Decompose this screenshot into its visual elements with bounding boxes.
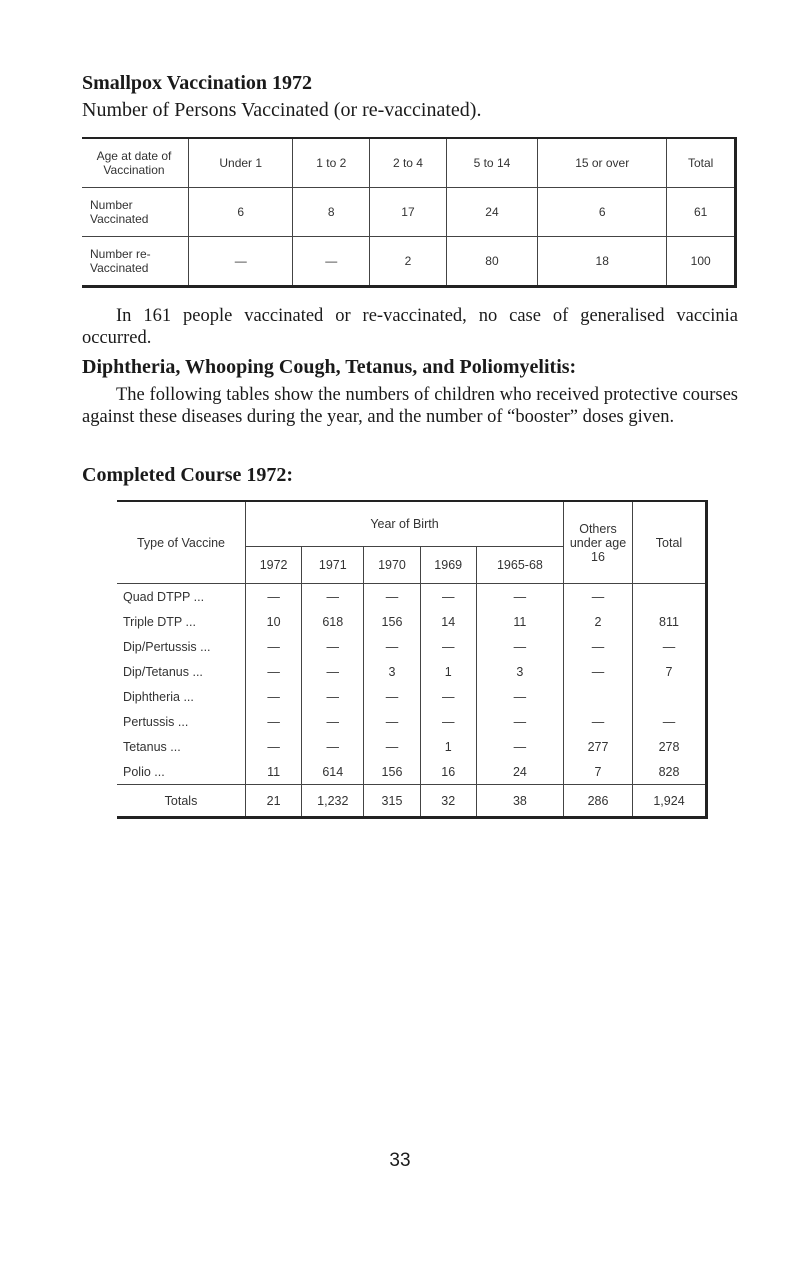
row-label: Triple DTP ...: [123, 614, 196, 629]
header-cell: 1 to 2: [293, 138, 370, 188]
completed-course-heading: Completed Course 1972:: [82, 464, 294, 486]
total-cell: 315: [364, 785, 420, 818]
header-year: 1971: [302, 547, 364, 584]
table-cell: 8: [293, 188, 370, 237]
vaccinia-note-text: In 161 people vaccinated or re-vaccinated, no case of generalised vaccinia occurred.: [82, 306, 738, 348]
table-cell: 11: [476, 609, 563, 634]
table-row: [117, 584, 707, 610]
smallpox-title: Smallpox Vaccination 1972: [82, 72, 313, 94]
table-cell: 18: [538, 237, 667, 287]
table-cell: 3: [364, 659, 420, 684]
table-cell: —: [302, 734, 364, 759]
table-cell: —: [364, 734, 420, 759]
table-cell: —: [564, 584, 633, 610]
table-cell: 24: [446, 188, 537, 237]
table-cell: —: [476, 684, 563, 709]
table-cell: —: [189, 237, 293, 287]
table-row: [82, 188, 736, 237]
table-header-row: [82, 138, 736, 188]
table-cell: 156: [364, 609, 420, 634]
table-cell: 11: [246, 759, 302, 785]
diphtheria-heading: Diphtheria, Whooping Cough, Tetanus, and Poliomyelitis:: [82, 356, 577, 378]
header-cell: Total: [667, 138, 736, 188]
table-row: [117, 684, 707, 709]
table-cell: —: [246, 584, 302, 610]
table-row: [117, 634, 707, 659]
table-cell: 811: [633, 609, 707, 634]
table-cell: —: [476, 584, 563, 610]
table-cell: 7: [633, 659, 707, 684]
table-cell: 618: [302, 609, 364, 634]
row-label: Pertussis ...: [123, 714, 189, 729]
diphtheria-paragraph: [82, 384, 738, 428]
row-label: Dip/Pertussis ...: [123, 639, 211, 654]
table-cell: —: [246, 634, 302, 659]
table-cell: 14: [420, 609, 476, 634]
table-row: [82, 237, 736, 287]
table-cell: —: [302, 659, 364, 684]
table-cell: 6: [189, 188, 293, 237]
header-year: 1969: [420, 547, 476, 584]
table-cell: 614: [302, 759, 364, 785]
table-row: [117, 609, 707, 634]
table-cell: —: [302, 634, 364, 659]
table-cell: —: [364, 634, 420, 659]
table-cell: 3: [476, 659, 563, 684]
row-label: Number re-Vaccinated: [82, 237, 189, 287]
totals-row: [117, 785, 707, 818]
table-cell: —: [246, 659, 302, 684]
row-label: Number Vaccinated: [82, 188, 189, 237]
table-cell: 17: [370, 188, 447, 237]
completed-course-table: [117, 500, 708, 819]
table-cell: —: [633, 709, 707, 734]
total-cell: 286: [564, 785, 633, 818]
table-cell: 80: [446, 237, 537, 287]
row-label: Quad DTPP ...: [117, 584, 246, 610]
row-label: Diphtheria ...: [123, 689, 194, 704]
table-cell: —: [564, 634, 633, 659]
table-cell: —: [476, 709, 563, 734]
totals-label: Totals: [117, 785, 246, 818]
table-cell: —: [302, 684, 364, 709]
table-cell: —: [420, 634, 476, 659]
header-type-of-vaccine: Type of Vaccine: [136, 535, 225, 550]
header-total: Total: [633, 501, 707, 584]
table-cell: 828: [633, 759, 707, 785]
header-cell: 15 or over: [538, 138, 667, 188]
table-cell: 1: [420, 659, 476, 684]
table-cell: 100: [667, 237, 736, 287]
table-cell: —: [246, 709, 302, 734]
table-cell: 16: [420, 759, 476, 785]
table-cell: 61: [667, 188, 736, 237]
header-year: 1970: [364, 547, 420, 584]
header-cell: 5 to 14: [446, 138, 537, 188]
table-row: [117, 709, 707, 734]
table-cell: —: [633, 634, 707, 659]
table-cell: 10: [246, 609, 302, 634]
table-header-row: [117, 501, 707, 547]
row-label: Polio ...: [123, 764, 165, 779]
table-cell: —: [364, 684, 420, 709]
table-cell: 278: [633, 734, 707, 759]
table-cell: 1: [420, 734, 476, 759]
table-row: [117, 734, 707, 759]
table-cell: —: [364, 584, 420, 610]
total-cell: 38: [476, 785, 563, 818]
smallpox-table: [82, 137, 737, 288]
smallpox-subtitle: Number of Persons Vaccinated (or re-vaccinated).: [82, 99, 482, 121]
vaccinia-note: [82, 305, 738, 349]
header-others: Others under age 16: [564, 501, 633, 584]
header-year-of-birth: Year of Birth: [246, 501, 564, 547]
header-cell: Age at date of Vaccination: [96, 149, 172, 177]
row-label: Tetanus ...: [123, 739, 181, 754]
table-cell: [564, 684, 633, 709]
table-cell: —: [476, 734, 563, 759]
table-cell: —: [293, 237, 370, 287]
table-cell: —: [246, 734, 302, 759]
total-cell: 1,232: [302, 785, 364, 818]
table-cell: 24: [476, 759, 563, 785]
table-cell: 7: [564, 759, 633, 785]
header-year: 1972: [246, 547, 302, 584]
header-cell: 2 to 4: [370, 138, 447, 188]
table-cell: —: [564, 709, 633, 734]
table-row: [117, 659, 707, 684]
table-cell: —: [364, 709, 420, 734]
table-cell: —: [420, 584, 476, 610]
table-cell: —: [564, 659, 633, 684]
table-cell: —: [246, 684, 302, 709]
table-cell: 2: [370, 237, 447, 287]
table-cell: 277: [564, 734, 633, 759]
table-cell: —: [302, 584, 364, 610]
table-cell: [633, 584, 707, 610]
total-cell: 21: [246, 785, 302, 818]
table-cell: —: [476, 634, 563, 659]
table-cell: —: [420, 684, 476, 709]
table-cell: 156: [364, 759, 420, 785]
row-label: Dip/Tetanus ...: [123, 664, 203, 679]
total-cell: 1,924: [633, 785, 707, 818]
header-year: 1965-68: [476, 547, 563, 584]
table-cell: 6: [538, 188, 667, 237]
header-cell: Under 1: [189, 138, 293, 188]
total-cell: 32: [420, 785, 476, 818]
diphtheria-paragraph-text: The following tables show the numbers of children who received protective courses against these diseases during the year, and the number of “booster” doses given.: [82, 385, 738, 427]
table-cell: 2: [564, 609, 633, 634]
table-cell: [633, 684, 707, 709]
page-number: 33: [389, 1150, 411, 1171]
table-cell: —: [420, 709, 476, 734]
table-cell: —: [302, 709, 364, 734]
table-row: [117, 759, 707, 785]
